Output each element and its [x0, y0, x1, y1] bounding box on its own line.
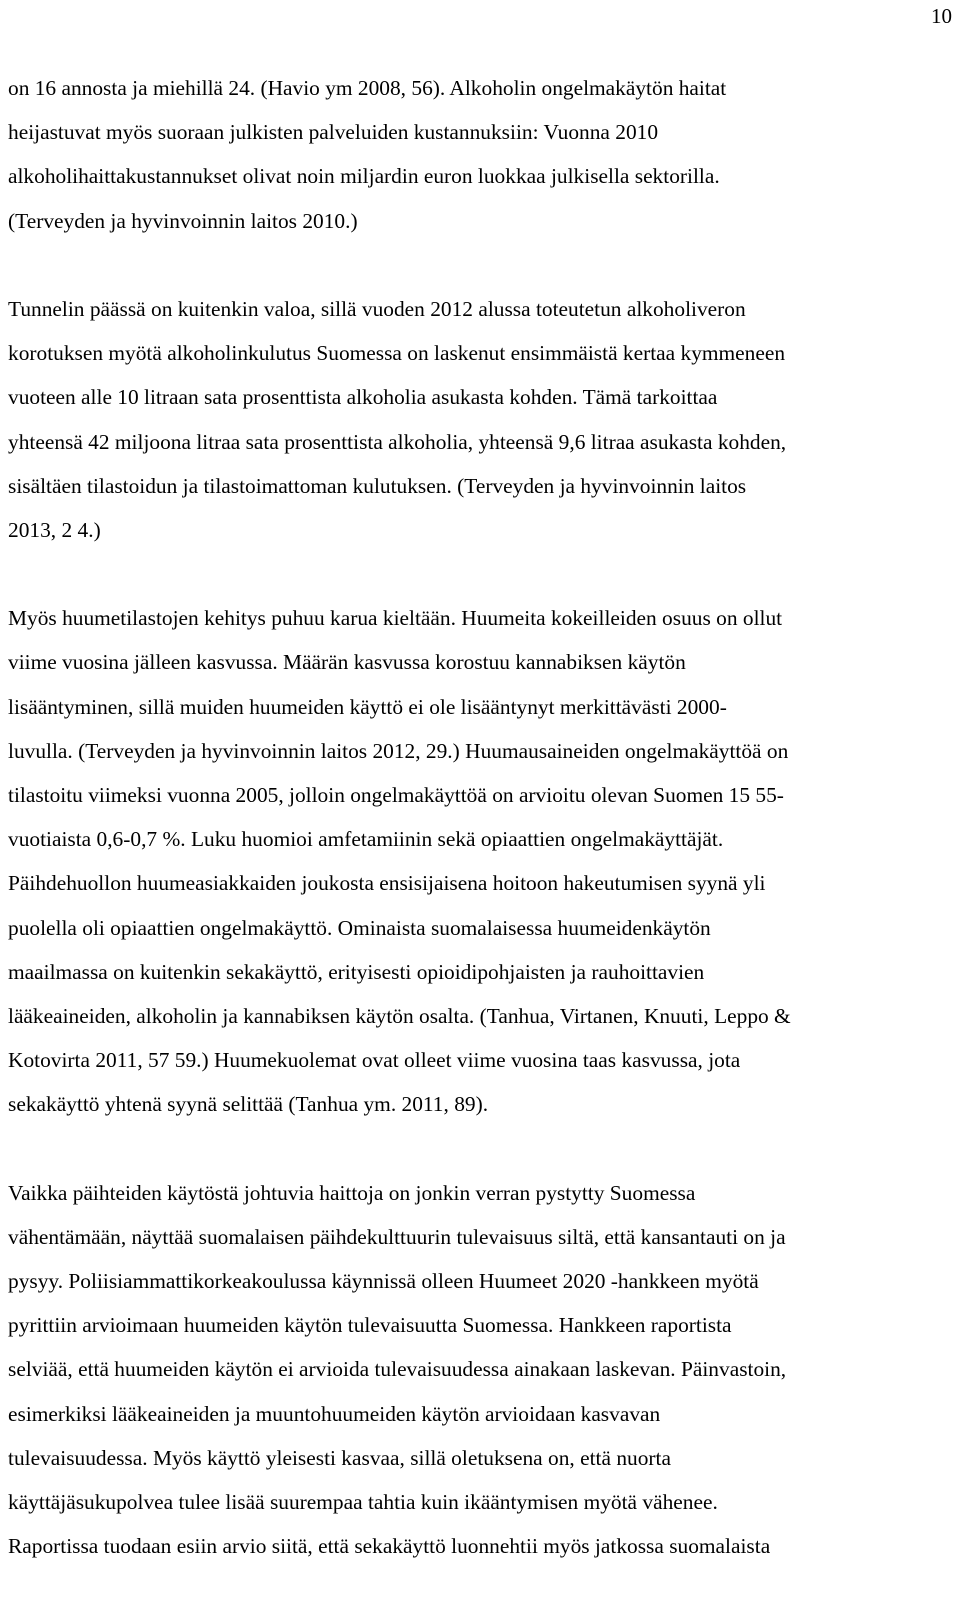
text-line: pysyy. Poliisiammattikorkeakoulussa käynnissä olleen Huumeet 2020 -hankkeen myötä [8, 1269, 759, 1294]
page-number: 10 [931, 4, 952, 28]
text-line: Vaikka päihteiden käytöstä johtuvia haittoja on jonkin verran pystytty Suomessa [8, 1180, 696, 1205]
text-line: puolella oli opiaattien ongelmakäyttö. Ominaista suomalaisessa huumeidenkäytön [8, 915, 711, 940]
text-line: korotuksen myötä alkoholinkulutus Suomessa on laskenut ensimmäistä kertaa kymmeneen [8, 341, 786, 366]
text-line: (Terveyden ja hyvinvoinnin laitos 2010.) [8, 208, 358, 233]
text-line: sekakäyttö yhtenä syynä selittää (Tanhua ym. 2011, 89). [8, 1092, 489, 1117]
text-line: luvulla. (Terveyden ja hyvinvoinnin laitos 2012, 29.) Huumausaineiden ongelmakäyttöä on [8, 738, 789, 763]
paragraph-2 [8, 287, 952, 552]
paragraph-spacer [8, 243, 952, 287]
text-line: tulevaisuudessa. Myös käyttö yleisesti kasvaa, sillä oletuksena on, että nuorta [8, 1445, 671, 1470]
paragraph-4 [8, 1171, 952, 1569]
text-line: maailmassa on kuitenkin sekakäyttö, erityisesti opioidipohjaisten ja rauhoittavien [8, 959, 705, 984]
text-line: 2013, 2 4.) [8, 517, 101, 542]
text-line: Myös huumetilastojen kehitys puhuu karua kieltään. Huumeita kokeilleiden osuus on ollut [8, 606, 783, 631]
text-line: on 16 annosta ja miehillä 24. (Havio ym 2008, 56). Alkoholin ongelmakäytön haitat [8, 76, 727, 100]
text-line: vuotiaista 0,6-0,7 %. Luku huomioi amfetamiinin sekä opiaattien ongelmakäyttäjät. [8, 827, 724, 852]
text-line: lääkeaineiden, alkoholin ja kannabiksen käytön osalta. (Tanhua, Virtanen, Knuuti, Leppo & [8, 1003, 791, 1028]
text-line: heijastuvat myös suoraan julkisten palveluiden kustannuksiin: Vuonna 2010 [8, 120, 659, 145]
paragraph-spacer [8, 1127, 952, 1171]
text-line: selviää, että huumeiden käytön ei arvioida tulevaisuudessa ainakaan laskevan. Päinvastoin, [8, 1357, 787, 1382]
text-line: vuoteen alle 10 litraan sata prosenttista alkoholia asukasta kohden. Tämä tarkoittaa [8, 385, 718, 410]
document-body [8, 66, 952, 1568]
text-line: Kotovirta 2011, 57 59.) Huumekuolemat ovat olleet viime vuosina taas kasvussa, jota [8, 1048, 741, 1073]
text-line: pyrittiin arvioimaan huumeiden käytön tulevaisuutta Suomessa. Hankkeen raportista [8, 1313, 732, 1338]
text-line: Päihdehuollon huumeasiakkaiden joukosta ensisijaisena hoitoon hakeutumisen syynä yli [8, 871, 766, 896]
text-line: käyttäjäsukupolvea tulee lisää suurempaa tahtia kuin ikääntymisen myötä vähenee. [8, 1490, 718, 1514]
paragraph-1 [8, 66, 952, 243]
text-line: Tunnelin päässä on kuitenkin valoa, sillä vuoden 2012 alussa toteutetun alkoholiveron [8, 296, 746, 321]
text-line: esimerkiksi lääkeaineiden ja muuntohuumeiden käytön arvioidaan kasvavan [8, 1401, 661, 1426]
text-line: alkoholihaittakustannukset olivat noin miljardin euron luokkaa julkisella sektorilla. [8, 164, 720, 189]
text-line: tilastoitu viimeksi vuonna 2005, jolloin ongelmakäyttöä on arvioitu olevan Suomen 15 55- [8, 783, 784, 807]
text-line: lisääntyminen, sillä muiden huumeiden käyttö ei ole lisääntynyt merkittävästi 2000- [8, 694, 727, 719]
text-line: vähentämään, näyttää suomalaisen päihdekulttuurin tulevaisuus siltä, että kansantauti on ja [8, 1224, 786, 1249]
text-line: yhteensä 42 miljoona litraa sata prosenttista alkoholia, yhteensä 9,6 litraa asukasta kohden, [8, 429, 787, 454]
paragraph-3 [8, 596, 952, 1126]
text-line: Raportissa tuodaan esiin arvio siitä, että sekakäyttö luonnehtii myös jatkossa suomalaista [8, 1534, 771, 1559]
text-line: sisältäen tilastoidun ja tilastoimattoman kulutuksen. (Terveyden ja hyvinvoinnin laitos [8, 473, 747, 498]
paragraph-spacer [8, 552, 952, 596]
text-line: viime vuosina jälleen kasvussa. Määrän kasvussa korostuu kannabiksen käytön [8, 650, 686, 675]
